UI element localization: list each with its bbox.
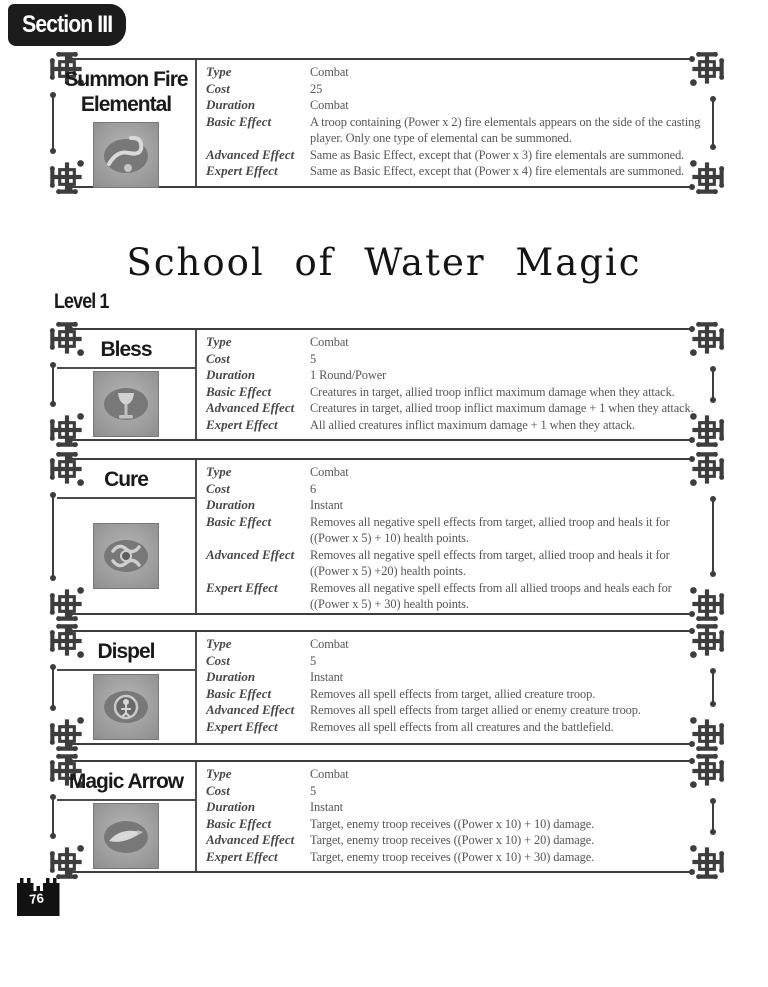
field-value-type: Combat — [310, 465, 349, 479]
spell-card-left-column — [57, 632, 195, 743]
spell-name: Cure — [104, 468, 148, 491]
field-value-cost: 5 — [310, 653, 317, 668]
field-value-type: Combat — [310, 335, 349, 349]
spell-attributes — [206, 766, 702, 865]
field-value-duration: Instant — [310, 670, 344, 684]
field-value-cost: 5 — [310, 351, 317, 366]
field-value-expert: All allied creatures inflict maximum damage + 1 when they attack. — [310, 417, 635, 432]
spell-attributes — [206, 464, 702, 613]
field-value-type: Combat — [310, 767, 349, 781]
field-value-advanced: Removes all negative spell effects from target, allied troop and heals it for ((Power x 5) +20) health points. — [310, 547, 670, 578]
field-label-duration: Duration — [206, 497, 256, 512]
field-value-duration: Combat — [310, 98, 349, 112]
field-value-advanced: Removes all spell effects from target allied or enemy creature troop. — [310, 703, 641, 717]
field-label-expert: Expert Effect — [206, 718, 278, 734]
section-title: Section III — [21, 11, 113, 38]
field-value-expert: Removes all negative spell effects from all allied troops and heals each for ((Power x 5) + 30) health points. — [310, 580, 672, 611]
spell-name: Bless — [100, 338, 152, 361]
frame-line — [712, 99, 714, 147]
field-label-advanced: Advanced Effect — [206, 146, 295, 162]
field-label-advanced: Advanced Effect — [206, 832, 295, 847]
spell-card-bless — [48, 325, 722, 444]
field-label-cost: Cost — [206, 350, 230, 366]
spell-name: Dispel — [97, 640, 155, 663]
frame-line — [52, 95, 54, 151]
field-value-expert: Removes all spell effects from all creatures and the battlefield. — [310, 719, 614, 734]
fire-elemental-icon — [93, 122, 159, 188]
field-label-cost: Cost — [206, 782, 230, 798]
page-title: School of Water Magic — [126, 241, 642, 284]
field-value-basic: Target, enemy troop receives ((Power x 10) + 10) damage. — [310, 816, 595, 831]
spell-icon-wrap — [57, 369, 195, 439]
field-value-duration: Instant — [310, 498, 344, 512]
frame-line — [52, 365, 54, 404]
field-value-type: Combat — [310, 637, 349, 651]
frame-line — [712, 671, 714, 704]
page-number: 76 — [28, 890, 45, 907]
spell-card-summon-fire-elemental — [48, 55, 722, 191]
field-label-type: Type — [206, 766, 232, 781]
frame-line — [712, 801, 714, 832]
field-value-duration: 1 Round/Power — [310, 368, 387, 382]
spell-card-left-column — [57, 330, 195, 439]
field-label-expert: Expert Effect — [206, 579, 278, 595]
dispel-icon — [93, 674, 159, 740]
field-label-basic: Basic Effect — [206, 383, 272, 399]
field-label-advanced: Advanced Effect — [206, 400, 295, 415]
field-label-type: Type — [206, 464, 232, 479]
spell-name: Summon Fire Elemental — [64, 68, 188, 117]
field-label-basic: Basic Effect — [206, 685, 272, 701]
spell-attributes — [206, 64, 702, 180]
magic-arrow-icon — [93, 803, 159, 869]
field-label-expert: Expert Effect — [206, 416, 278, 432]
field-label-type: Type — [206, 64, 232, 79]
spell-attributes — [206, 636, 702, 735]
spell-icon-wrap — [57, 499, 195, 613]
field-value-advanced: Target, enemy troop receives ((Power x 10) + 20) damage. — [310, 833, 595, 847]
section-banner — [8, 4, 126, 46]
field-label-duration: Duration — [206, 669, 256, 684]
field-label-advanced: Advanced Effect — [206, 546, 295, 562]
field-value-advanced: Same as Basic Effect, except that (Power x 3) fire elementals are summoned. — [310, 147, 685, 162]
field-value-duration: Instant — [310, 800, 344, 814]
field-label-basic: Basic Effect — [206, 815, 272, 831]
field-value-type: Combat — [310, 65, 349, 79]
spell-icon-wrap — [57, 671, 195, 743]
field-value-expert: Same as Basic Effect, except that (Power x 4) fire elementals are summoned. — [310, 164, 685, 178]
spell-card-left-column — [57, 460, 195, 613]
frame-line — [52, 797, 54, 836]
field-label-cost: Cost — [206, 480, 230, 496]
spell-card-magic-arrow — [48, 757, 722, 876]
field-value-expert: Target, enemy troop receives ((Power x 10) + 30) damage. — [310, 849, 595, 864]
field-value-advanced: Creatures in target, allied troop inflict maximum damage + 1 when they attack. — [310, 401, 694, 415]
column-divider — [195, 632, 197, 743]
field-label-expert: Expert Effect — [206, 848, 278, 864]
field-label-type: Type — [206, 334, 232, 349]
field-label-basic: Basic Effect — [206, 513, 272, 529]
field-label-cost: Cost — [206, 80, 230, 96]
field-value-basic: Creatures in target, allied troop inflict maximum damage when they attack. — [310, 384, 675, 399]
column-divider — [195, 460, 197, 613]
cure-icon — [93, 523, 159, 589]
column-divider — [195, 330, 197, 439]
field-value-cost: 5 — [310, 783, 317, 798]
field-label-expert: Expert Effect — [206, 163, 278, 178]
spell-card-cure — [48, 455, 722, 618]
field-label-advanced: Advanced Effect — [206, 702, 295, 717]
spell-card-left-column — [57, 762, 195, 871]
field-label-basic: Basic Effect — [206, 113, 272, 129]
field-value-cost: 6 — [310, 481, 317, 496]
frame-line — [712, 369, 714, 400]
field-value-cost: 25 — [310, 81, 323, 96]
spell-card-left-column — [57, 60, 195, 186]
column-divider — [195, 762, 197, 871]
field-label-duration: Duration — [206, 367, 256, 382]
field-label-type: Type — [206, 636, 232, 651]
field-label-cost: Cost — [206, 652, 230, 668]
page-number-castle — [14, 874, 60, 918]
field-value-basic: Removes all negative spell effects from target, allied troop and heals it for ((Power x 5) + 10) health points. — [310, 514, 670, 545]
spell-name: Magic Arrow — [68, 770, 184, 793]
spell-attributes — [206, 334, 702, 433]
column-divider — [195, 60, 197, 186]
spell-icon-wrap — [57, 122, 195, 188]
level-heading: Level 1 — [54, 290, 109, 313]
spell-icon-wrap — [57, 801, 195, 871]
field-label-duration: Duration — [206, 97, 256, 112]
frame-line — [712, 499, 714, 574]
frame-line — [52, 667, 54, 708]
field-value-basic: A troop containing (Power x 2) fire elementals appears on the side of the casting player. Only one type of elemental can be summoned. — [310, 114, 701, 145]
field-value-basic: Removes all spell effects from target, allied creature troop. — [310, 686, 596, 701]
field-label-duration: Duration — [206, 799, 256, 814]
spell-card-dispel — [48, 627, 722, 748]
bless-icon — [93, 371, 159, 437]
frame-line — [52, 495, 54, 578]
